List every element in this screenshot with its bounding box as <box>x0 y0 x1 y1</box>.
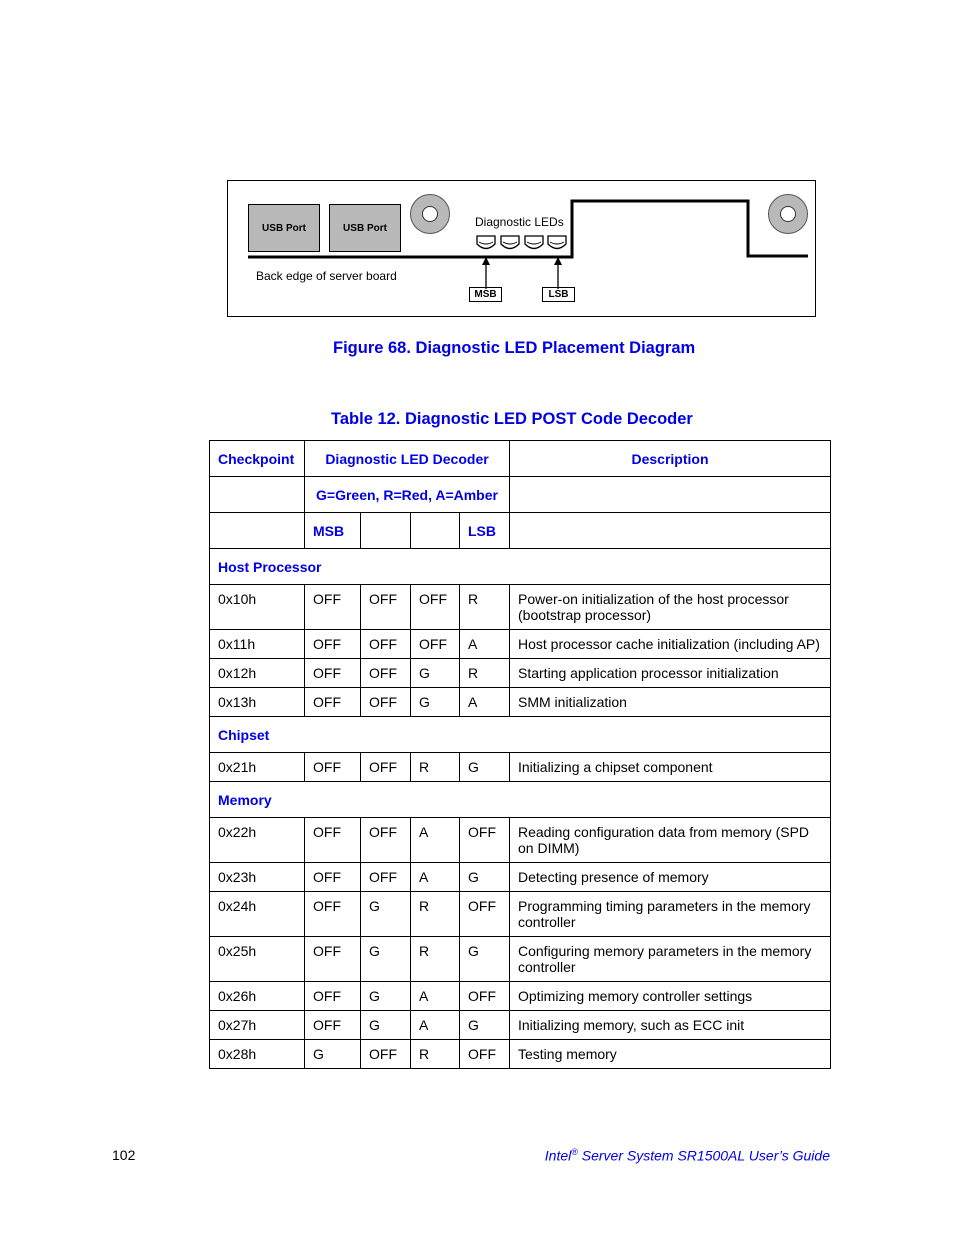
led-cell: OFF <box>305 863 361 892</box>
table-row <box>210 753 831 782</box>
checkpoint-cell: 0x24h <box>210 892 305 937</box>
led-cell: OFF <box>460 982 510 1011</box>
footer-title: Server System SR1500AL User’s Guide <box>577 1147 830 1164</box>
diagnostic-leds-label: Diagnostic LEDs <box>475 215 564 229</box>
led-cell: OFF <box>460 892 510 937</box>
usb-port-1: USB Port <box>248 204 320 252</box>
led-cell: A <box>411 818 460 863</box>
color-legend: G=Green, R=Red, A=Amber <box>305 477 510 513</box>
header-decoder: Diagnostic LED Decoder <box>305 441 510 477</box>
description-cell: Initializing a chipset component <box>510 753 831 782</box>
led-cell: OFF <box>305 585 361 630</box>
led-cell: R <box>411 753 460 782</box>
table-row <box>210 863 831 892</box>
checkpoint-cell: 0x25h <box>210 937 305 982</box>
description-cell: Reading configuration data from memory (SPD on DIMM) <box>510 818 831 863</box>
description-cell: Programming timing parameters in the memory controller <box>510 892 831 937</box>
led-cell: R <box>460 659 510 688</box>
usb-port-2: USB Port <box>329 204 401 252</box>
checkpoint-cell: 0x12h <box>210 659 305 688</box>
led-cell: OFF <box>411 630 460 659</box>
led-cell: G <box>361 1011 411 1040</box>
led-cell: OFF <box>305 753 361 782</box>
led-cell: OFF <box>460 818 510 863</box>
description-cell: Testing memory <box>510 1040 831 1069</box>
table-row <box>210 1011 831 1040</box>
led-cell: OFF <box>361 863 411 892</box>
table-caption: Table 12. Diagnostic LED POST Code Decoder <box>331 410 693 428</box>
document-title <box>545 1147 830 1164</box>
checkpoint-cell: 0x28h <box>210 1040 305 1069</box>
led-cell: R <box>411 892 460 937</box>
page-number: 102 <box>112 1147 136 1163</box>
table-row <box>210 892 831 937</box>
led-cell: OFF <box>305 818 361 863</box>
section-row <box>210 549 831 585</box>
led-cell: A <box>411 1011 460 1040</box>
table-row <box>210 659 831 688</box>
led-cell: G <box>460 753 510 782</box>
arrows <box>482 257 562 289</box>
led-cell: OFF <box>361 688 411 717</box>
checkpoint-cell: 0x10h <box>210 585 305 630</box>
checkpoint-cell: 0x27h <box>210 1011 305 1040</box>
legend-row <box>210 477 831 513</box>
mounting-hole-icon <box>410 194 450 234</box>
led-cell: G <box>361 982 411 1011</box>
led-placement-figure <box>227 180 816 317</box>
section-title: Host Processor <box>210 549 831 585</box>
led-cell: OFF <box>361 630 411 659</box>
led-cell: OFF <box>305 937 361 982</box>
led-cell: G <box>460 937 510 982</box>
post-code-table <box>209 440 831 1069</box>
led-cell: OFF <box>361 1040 411 1069</box>
led-cell: G <box>460 863 510 892</box>
led-cell: G <box>361 937 411 982</box>
msb-header: MSB <box>305 513 361 549</box>
led-cell: OFF <box>305 1011 361 1040</box>
led-cell: R <box>460 585 510 630</box>
led-cell: OFF <box>361 753 411 782</box>
table-row <box>210 630 831 659</box>
led-cell: OFF <box>305 659 361 688</box>
table-row <box>210 982 831 1011</box>
led-cell: OFF <box>361 659 411 688</box>
section-row <box>210 782 831 818</box>
led-cell: A <box>460 630 510 659</box>
figure-caption: Figure 68. Diagnostic LED Placement Diagram <box>333 339 696 357</box>
msb-tag: MSB <box>469 287 502 302</box>
led-cell: G <box>305 1040 361 1069</box>
led-cell: G <box>411 659 460 688</box>
checkpoint-cell: 0x21h <box>210 753 305 782</box>
bit-order-row <box>210 513 831 549</box>
section-title: Chipset <box>210 717 831 753</box>
checkpoint-cell: 0x23h <box>210 863 305 892</box>
description-cell: SMM initialization <box>510 688 831 717</box>
led-cell: OFF <box>411 585 460 630</box>
led-cell: A <box>411 982 460 1011</box>
led-cell: G <box>361 892 411 937</box>
table-row <box>210 688 831 717</box>
description-cell: Detecting presence of memory <box>510 863 831 892</box>
led-cell: OFF <box>460 1040 510 1069</box>
lsb-tag: LSB <box>542 287 575 302</box>
description-cell: Starting application processor initialization <box>510 659 831 688</box>
trademark-symbol: ® <box>571 1147 578 1157</box>
description-cell: Configuring memory parameters in the memory controller <box>510 937 831 982</box>
checkpoint-cell: 0x22h <box>210 818 305 863</box>
led-cell: A <box>460 688 510 717</box>
led-cell: OFF <box>305 982 361 1011</box>
led-icons <box>477 236 566 249</box>
header-description: Description <box>510 441 831 477</box>
section-title: Memory <box>210 782 831 818</box>
table-row <box>210 818 831 863</box>
description-cell: Power-on initialization of the host processor (bootstrap processor) <box>510 585 831 630</box>
board-edge-label: Back edge of server board <box>256 269 397 283</box>
description-cell: Host processor cache initialization (including AP) <box>510 630 831 659</box>
description-cell: Optimizing memory controller settings <box>510 982 831 1011</box>
table-header-row <box>210 441 831 477</box>
led-cell: A <box>411 863 460 892</box>
mounting-hole-icon <box>768 194 808 234</box>
led-cell: OFF <box>361 818 411 863</box>
table-row <box>210 585 831 630</box>
section-row <box>210 717 831 753</box>
footer-brand: Intel <box>544 1147 572 1164</box>
checkpoint-cell: 0x11h <box>210 630 305 659</box>
description-cell: Initializing memory, such as ECC init <box>510 1011 831 1040</box>
table-row <box>210 937 831 982</box>
led-cell: OFF <box>361 585 411 630</box>
led-cell: OFF <box>305 630 361 659</box>
led-cell: R <box>411 1040 460 1069</box>
checkpoint-cell: 0x26h <box>210 982 305 1011</box>
led-cell: OFF <box>305 688 361 717</box>
led-cell: G <box>460 1011 510 1040</box>
table-row <box>210 1040 831 1069</box>
led-cell: OFF <box>305 892 361 937</box>
lsb-header: LSB <box>460 513 510 549</box>
checkpoint-cell: 0x13h <box>210 688 305 717</box>
header-checkpoint: Checkpoint <box>210 441 305 477</box>
led-cell: G <box>411 688 460 717</box>
led-cell: R <box>411 937 460 982</box>
